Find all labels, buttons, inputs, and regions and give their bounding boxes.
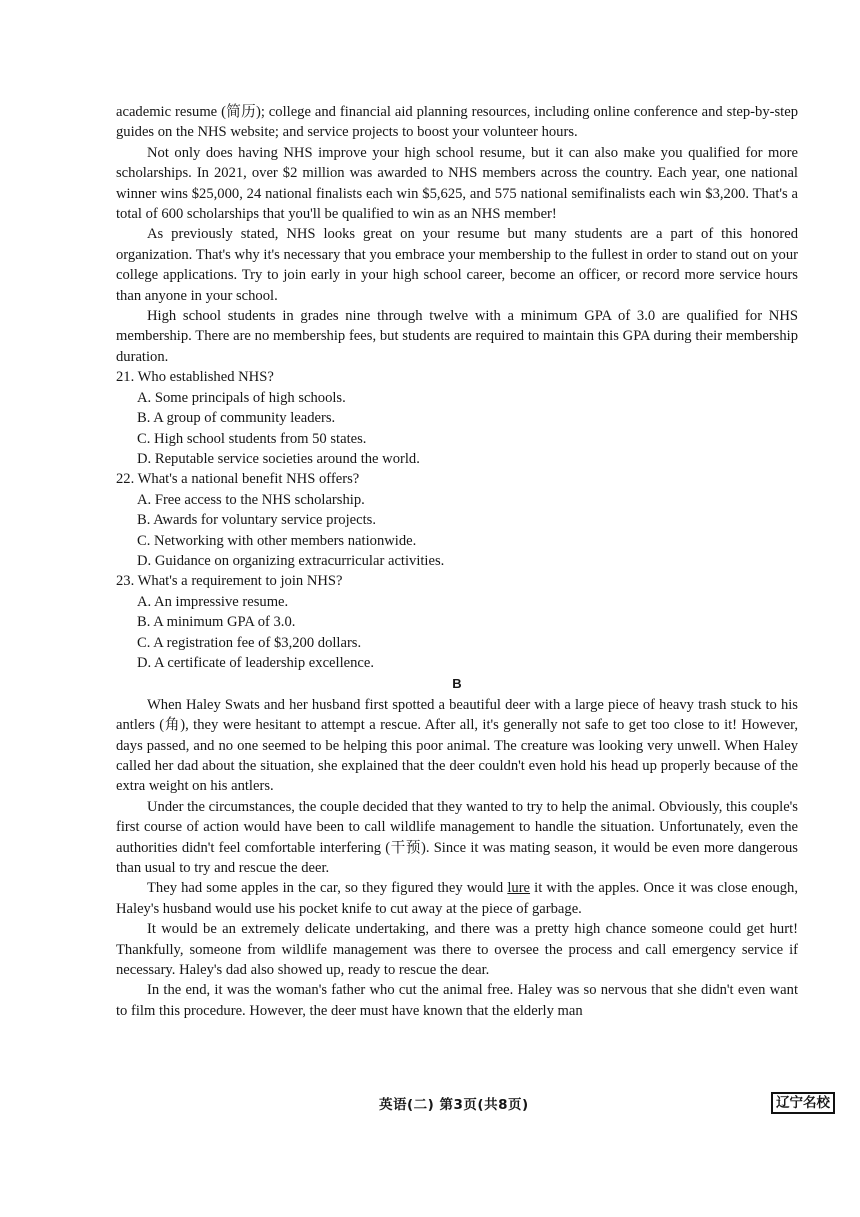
question-stem: 22. What's a national benefit NHS offers? bbox=[116, 471, 360, 488]
paragraph bbox=[116, 878, 798, 919]
question-21 bbox=[116, 367, 798, 469]
passage-text bbox=[116, 102, 798, 1021]
paragraph: academic resume (简历); college and financial aid planning resources, including online conference and step-by-step guides on the NHS website; and service projects to boost your volunteer hours. bbox=[116, 104, 798, 141]
option-b: B. A group of community leaders. bbox=[137, 410, 336, 427]
publisher-badge: 辽宁名校 bbox=[771, 1092, 835, 1114]
underlined-word: lure bbox=[507, 880, 531, 897]
text-run: it with the apples. Once it was close enough, Haley's husband would use his pocket knife to cut away at the piece of garbage. bbox=[116, 880, 799, 917]
paragraph: It would be an extremely delicate undertaking, and there was a pretty high chance someone could get hurt! Thankfully, someone from wildlife management was there to oversee the process and call emergency service if necessary. Haley's dad also showed up, ready to rescue the dear. bbox=[116, 921, 798, 979]
option-b: B. A minimum GPA of 3.0. bbox=[137, 614, 296, 631]
paragraph: As previously stated, NHS looks great on your resume but many students are a part of this honored organization. That's why it's necessary that you embrace your membership to the fullest in order to stand out on your college applications. Try to join early in your high school career, become an officer, or record more service hours than anyone in your school. bbox=[116, 226, 798, 304]
page-footer bbox=[0, 1095, 860, 1119]
option-c: C. Networking with other members nationwide. bbox=[137, 532, 417, 549]
page-number-label: 英语(二) 第3页(共8页) bbox=[379, 1097, 529, 1113]
section-heading: B bbox=[452, 676, 462, 692]
paragraph: High school students in grades nine through twelve with a minimum GPA of 3.0 are qualified for NHS membership. There are no membership fees, but students are required to maintain this GPA during their membership duration. bbox=[116, 308, 798, 365]
paragraph: Under the circumstances, the couple decided that they wanted to try to help the animal. Obviously, this couple's first course of action would have been to call wildlife management to handle the situation. Unfortunately, even the authorities didn't feel comfortable interfering (干预). Since it was mating season, it would be even more dangerous than usual to try and rescue the deer. bbox=[116, 798, 798, 877]
question-22 bbox=[116, 469, 798, 571]
option-d: D. Reputable service societies around the world. bbox=[137, 450, 420, 467]
option-b: B. Awards for voluntary service projects. bbox=[137, 512, 376, 529]
paragraph: In the end, it was the woman's father who cut the animal free. Haley was so nervous that she didn't even want to film this procedure. However, the deer must have known that the elderly man bbox=[116, 982, 798, 1019]
option-c: C. High school students from 50 states. bbox=[137, 430, 367, 447]
question-stem: 21. Who established NHS? bbox=[116, 369, 274, 386]
paragraph: When Haley Swats and her husband first spotted a beautiful deer with a large piece of heavy trash stuck to his antlers (角), they were hesitant to attempt a rescue. After all, it's generally not safe to get too close to it! However, days passed, and no one seemed to be helping this poor animal. The creature was looking very unwell. When Haley called her dad about the situation, she explained that the deer couldn't even hold his head up properly because of the extra weight on his antlers. bbox=[116, 696, 798, 795]
option-c: C. A registration fee of $3,200 dollars. bbox=[137, 634, 362, 651]
option-a: A. Some principals of high schools. bbox=[137, 389, 346, 406]
option-a: A. An impressive resume. bbox=[137, 593, 289, 610]
option-d: D. A certificate of leadership excellence. bbox=[137, 654, 375, 671]
paragraph: Not only does having NHS improve your high school resume, but it can also make you qualified for more scholarships. In 2021, over $2 million was awarded to NHS members across the country. Each year, one national winner wins $25,000, 24 national finalists each win $5,625, and 575 national semifinalists each win $3,200. That's a total of 600 scholarships that you'll be qualified to win as an NHS member! bbox=[116, 144, 798, 223]
text-run: They had some apples in the car, so they figured they would bbox=[147, 880, 508, 897]
question-stem: 23. What's a requirement to join NHS? bbox=[116, 573, 343, 590]
option-d: D. Guidance on organizing extracurricular activities. bbox=[137, 552, 445, 569]
question-23 bbox=[116, 571, 798, 673]
option-a: A. Free access to the NHS scholarship. bbox=[137, 491, 365, 508]
